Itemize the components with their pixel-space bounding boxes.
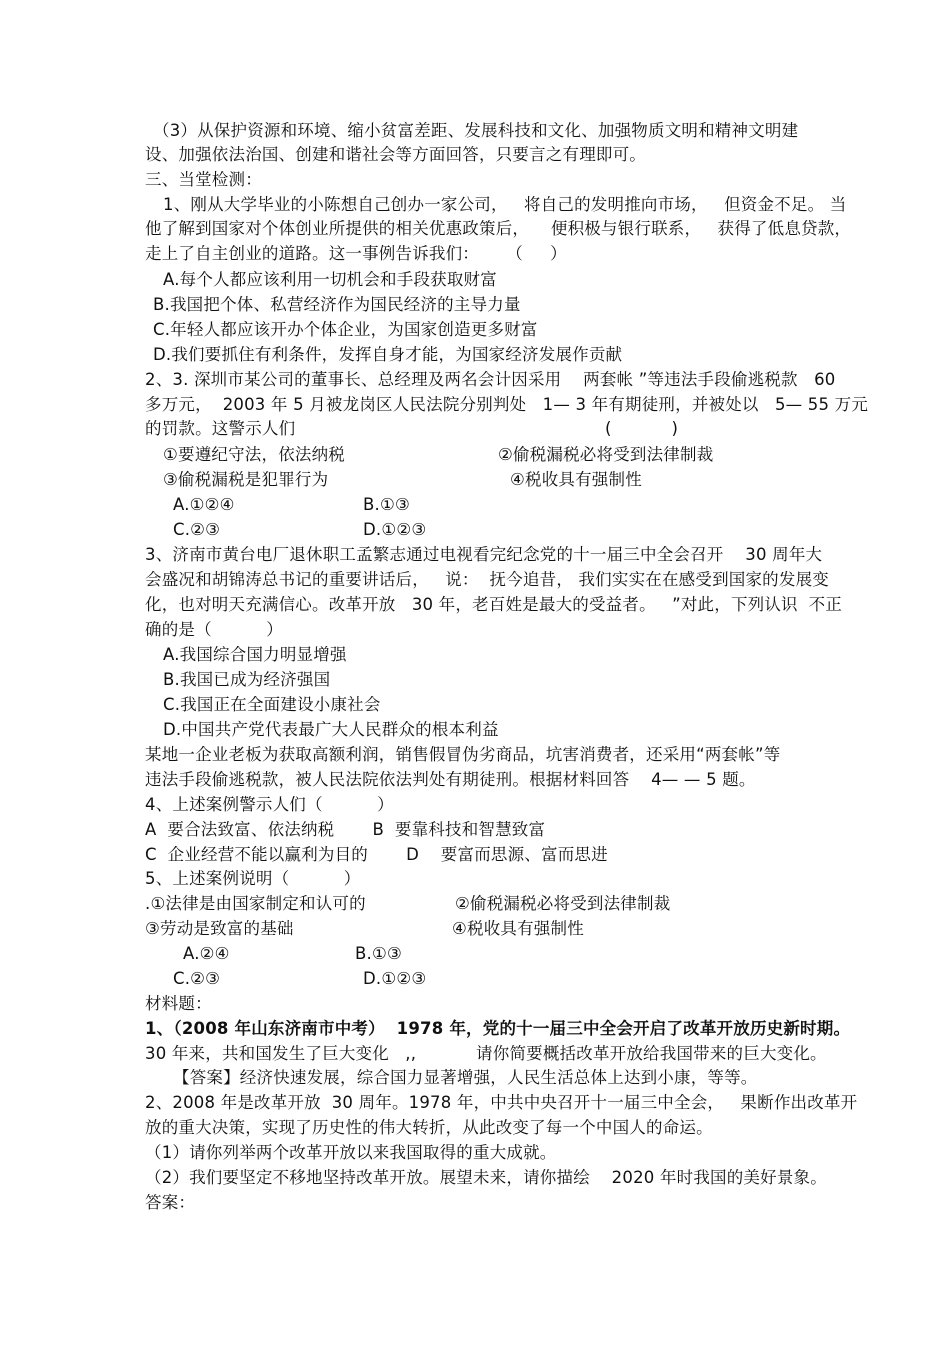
text-line: 确的是（ ） bbox=[145, 620, 283, 639]
option-c: C.②③ bbox=[173, 969, 221, 988]
statement-1: ①要遵纪守法，依法纳税 bbox=[163, 445, 345, 464]
material-question-2: 2、2008 年是改革开放 30 周年。1978 年，中共中央召开十一届三中全会， 果断作出改革开 bbox=[145, 1093, 858, 1112]
option-a: A.①②④ bbox=[173, 495, 235, 514]
options-ab: A 要合法致富、依法纳税 B 要靠科技和智慧致富 bbox=[145, 820, 546, 839]
section-heading: 三、当堂检测： bbox=[145, 170, 262, 189]
material-question-1: 1、（2008 年山东济南市中考） 1978 年，党的十一届三中全会开启了改革开放历史新时期。 bbox=[145, 1019, 851, 1038]
option-b: B.①③ bbox=[363, 495, 410, 514]
section-heading: 材料题： bbox=[145, 994, 212, 1013]
text-line: 化，也对明天充满信心。改革开放 30 年，老百姓是最大的受益者。 ”对此，下列认识 不正 bbox=[145, 595, 843, 614]
text-line: 30 年来，共和国发生了巨大变化 ,, 请你简要概括改革开放给我国带来的巨大变化。 bbox=[145, 1044, 827, 1063]
option-a: A.每个人都应该利用一切机会和手段获取财富 bbox=[163, 270, 497, 289]
text-line: 放的重大决策，实现了历史性的伟大转折，从此改变了每一个中国人的命运。 bbox=[145, 1118, 713, 1137]
statement-4: ④税收具有强制性 bbox=[510, 470, 642, 489]
answer-bracket: ( ) bbox=[605, 419, 679, 438]
case-material: 某地一企业老板为获取高额利润，销售假冒伪劣商品，坑害消费者，还采用“两套帐”等 bbox=[145, 745, 781, 764]
option-d: D.中国共产党代表最广大人民群众的根本利益 bbox=[163, 720, 499, 739]
option-b: B.①③ bbox=[355, 944, 402, 963]
statement-3: ③偷税漏税是犯罪行为 bbox=[163, 470, 329, 489]
question-4: 4、上述案例警示人们（ ） bbox=[145, 795, 394, 814]
sub-question-1: （1）请你列举两个改革开放以来我国取得的重大成就。 bbox=[145, 1143, 557, 1162]
option-d: D.我们要抓住有利条件，发挥自身才能，为国家经济发展作贡献 bbox=[153, 345, 623, 364]
option-c: C.②③ bbox=[173, 520, 221, 539]
answer-label: 答案： bbox=[145, 1193, 196, 1212]
text-line: 会盛况和胡锦涛总书记的重要讲话后， 说： 抚今追昔， 我们实实在在感受到国家的发展变 bbox=[145, 570, 829, 589]
question-3: 3、济南市黄台电厂退休职工孟繁志通过电视看完纪念党的十一届三中全会召开 30 周年大 bbox=[145, 545, 823, 564]
option-d: D.①②③ bbox=[363, 520, 427, 539]
question-5: 5、上述案例说明（ ） bbox=[145, 869, 361, 888]
question-2: 2、3. 深圳市某公司的董事长、总经理及两名会计因采用 两套帐 ”等违法手段偷逃税款 60 bbox=[145, 370, 836, 389]
case-material: 违法手段偷逃税款，被人民法院依法判处有期徒刑。根据材料回答 4— — 5 题。 bbox=[145, 770, 756, 789]
option-d: D.①②③ bbox=[363, 969, 427, 988]
statement-2: ②偷税漏税必将受到法律制裁 bbox=[455, 894, 671, 913]
text-line: （3）从保护资源和环境、缩小贫富差距、发展科技和文化、加强物质文明和精神文明建 bbox=[153, 121, 799, 140]
options-cd: C 企业经营不能以赢利为目的 D 要富而思源、富而思进 bbox=[145, 845, 608, 864]
answer-line: 【答案】经济快速发展，综合国力显著增强，人民生活总体上达到小康，等等。 bbox=[173, 1068, 758, 1087]
statement-1: .①法律是由国家制定和认可的 bbox=[145, 894, 366, 913]
text-line: 走上了自主创业的道路。这一事例告诉我们： （ ） bbox=[145, 244, 567, 263]
option-b: B.我国已成为经济强国 bbox=[163, 670, 331, 689]
text-line: 的罚款。这警示人们 bbox=[145, 419, 296, 438]
option-c: C.我国正在全面建设小康社会 bbox=[163, 695, 381, 714]
option-b: B.我国把个体、私营经济作为国民经济的主导力量 bbox=[153, 295, 521, 314]
text-line: 设、加强依法治国、创建和谐社会等方面回答，只要言之有理即可。 bbox=[145, 145, 646, 164]
option-a: A.②④ bbox=[183, 944, 230, 963]
statement-4: ④税收具有强制性 bbox=[452, 919, 584, 938]
text-line: 他了解到国家对个体创业所提供的相关优惠政策后， 便积极与银行联系， 获得了低息贷款， bbox=[145, 219, 852, 238]
sub-question-2: （2）我们要坚定不移地坚持改革开放。展望未来，请你描绘 2020 年时我国的美好景象。 bbox=[145, 1168, 827, 1187]
statement-2: ②偷税漏税必将受到法律制裁 bbox=[498, 445, 714, 464]
option-a: A.我国综合国力明显增强 bbox=[163, 645, 347, 664]
statement-3: ③劳动是致富的基础 bbox=[145, 919, 294, 938]
option-c: C.年轻人都应该开办个体企业，为国家创造更多财富 bbox=[153, 320, 538, 339]
text-line: 多万元， 2003 年 5 月被龙岗区人民法院分别判处 1— 3 年有期徒刑，并被处以 5— 55 万元 bbox=[145, 395, 869, 414]
question-1: 1、刚从大学毕业的小陈想自己创办一家公司， 将自己的发明推向市场， 但资金不足。 当 bbox=[163, 195, 847, 214]
